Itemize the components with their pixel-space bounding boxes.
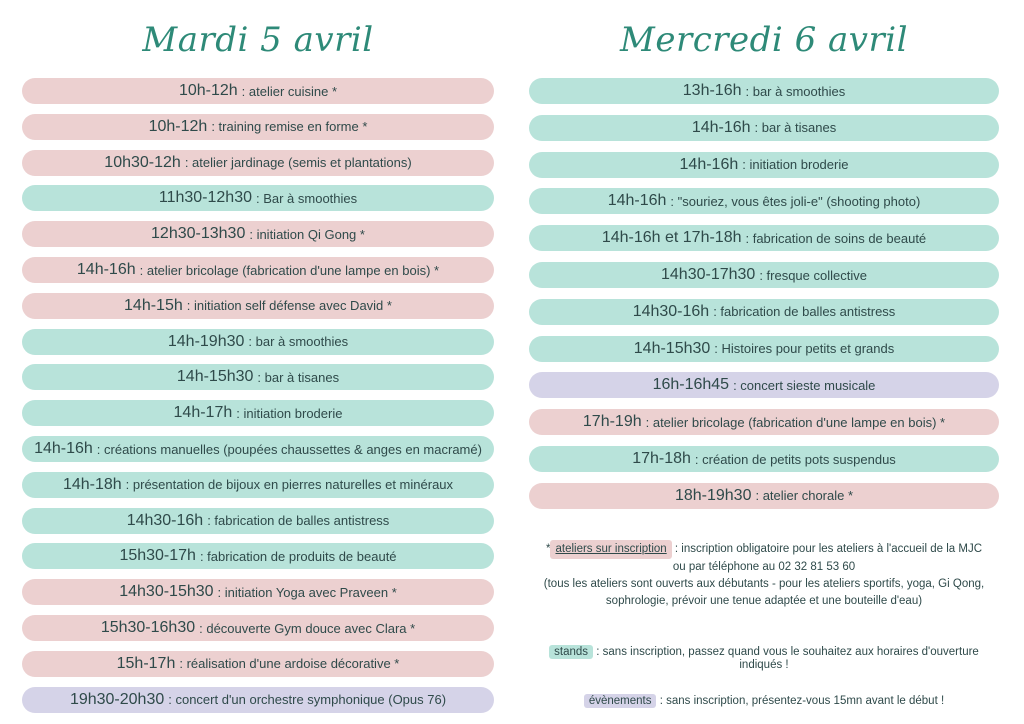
schedule-time: 18h-19h30: [674, 486, 752, 504]
legend-stands: [529, 645, 999, 671]
schedule-time: 14h-18h: [62, 475, 122, 493]
schedule-time: 10h-12h: [178, 82, 238, 99]
schedule-time: 14h30-17h30: [661, 266, 756, 283]
schedule-time: 14h-19h30: [167, 332, 245, 350]
schedule-item: [22, 472, 494, 498]
tuesday-title: Mardi 5 avril: [142, 20, 374, 60]
schedule-item: [529, 446, 999, 472]
ateliers-phone: ou par téléphone au 02 32 81 53 60: [672, 561, 856, 573]
schedule-item: [22, 364, 494, 390]
schedule-time: 13h-16h: [682, 82, 742, 99]
asterisk-mark: *: [546, 543, 551, 555]
schedule-time: 11h30-12h30: [158, 189, 252, 207]
schedule-activity: : fabrication de soins de beauté: [745, 230, 927, 246]
events-text: : sans inscription, présentez-vous 15mn avant le début !: [659, 695, 945, 707]
schedule-time: 14h30-16h: [126, 511, 204, 529]
schedule-time: 10h30-12h: [104, 153, 181, 171]
schedule-item: [22, 651, 494, 677]
schedule-activity: : initiation Yoga avec Praveen *: [217, 584, 397, 600]
ateliers-note-line2: sophrologie, prévoir une tenue adaptée et une bouteille d'eau): [605, 595, 923, 607]
schedule-activity: : bar à tisanes: [754, 120, 837, 136]
schedule-activity: : créations manuelles (poupées chaussettes & anges en macramé): [96, 441, 482, 457]
schedule-item: [529, 336, 999, 362]
schedule-item: [22, 615, 494, 641]
schedule-activity: : initiation broderie: [236, 405, 343, 421]
schedule-time: 14h-15h: [124, 296, 183, 314]
schedule-item: [22, 400, 494, 426]
schedule-time: 14h-15h30: [633, 339, 711, 357]
schedule-item: [22, 185, 494, 211]
stands-tag: stands: [549, 645, 593, 659]
schedule-activity: : training remise en forme *: [211, 119, 368, 135]
schedule-activity: : atelier bricolage (fabrication d'une lampe en bois) *: [139, 262, 440, 278]
schedule-activity: : atelier cuisine *: [241, 83, 338, 99]
schedule-item: [529, 78, 999, 104]
schedule-activity: : fresque collective: [759, 267, 867, 283]
schedule-item: [22, 114, 494, 140]
schedule-time: 12h30-13h30: [151, 225, 246, 243]
schedule-item: [22, 293, 494, 319]
schedule-time: 14h-16h: [691, 118, 751, 136]
schedule-item: [529, 483, 999, 509]
stands-text: : sans inscription, passez quand vous le souhaitez aux horaires d'ouverture indiqués !: [596, 646, 979, 671]
schedule-activity: : Bar à smoothies: [255, 190, 358, 206]
schedule-time: 14h-15h30: [176, 368, 254, 386]
ateliers-text: : inscription obligatoire pour les ateliers à l'accueil de la MJC: [674, 543, 982, 555]
schedule-activity: : Histoires pour petits et grands: [714, 341, 895, 357]
schedule-time: 17h-19h: [582, 413, 642, 431]
schedule-item: [22, 150, 494, 176]
schedule-activity: : bar à smoothies: [745, 83, 846, 99]
schedule-activity: : atelier jardinage (semis et plantations): [184, 155, 412, 171]
legend-ateliers: [529, 540, 999, 610]
schedule-time: 17h-18h: [632, 450, 691, 467]
schedule-time: 14h30-15h30: [119, 583, 214, 601]
schedule-activity: : concert sieste musicale: [733, 377, 876, 393]
schedule-activity: : fabrication de balles antistress: [713, 304, 896, 320]
schedule-time: 15h30-16h30: [100, 619, 196, 636]
schedule-time: 14h30-16h: [632, 302, 710, 320]
schedule-item: [22, 508, 494, 534]
schedule-activity: : création de petits pots suspendus: [694, 451, 896, 467]
schedule-time: 14h-16h: [76, 261, 136, 278]
schedule-activity: : "souriez, vous êtes joli-e" (shooting photo): [670, 193, 921, 209]
schedule-time: 15h-17h: [116, 654, 176, 672]
schedule-time: 19h30-20h30: [69, 690, 165, 708]
ateliers-note-line1: (tous les ateliers sont ouverts aux débutants - pour les ateliers sportifs, yoga, Gi Qong,: [543, 578, 985, 590]
schedule-time: 14h-16h et 17h-18h: [601, 229, 742, 247]
schedule-activity: : bar à tisanes: [257, 369, 340, 385]
schedule-activity: : atelier bricolage (fabrication d'une lampe en bois) *: [645, 414, 946, 430]
schedule-activity: : initiation broderie: [742, 157, 849, 173]
schedule-time: 16h-16h45: [652, 376, 730, 394]
schedule-time: 14h-16h: [679, 155, 739, 173]
schedule-item: [22, 78, 494, 104]
ateliers-tag: ateliers sur inscription: [550, 540, 671, 559]
schedule-item: [529, 372, 999, 398]
wednesday-title: Mercredi 6 avril: [620, 20, 908, 60]
schedule-item: [22, 221, 494, 247]
schedule-activity: : atelier chorale *: [755, 488, 854, 504]
schedule-time: 14h-16h: [34, 440, 93, 457]
legend-events: [529, 694, 999, 708]
schedule-activity: : découverte Gym douce avec Clara *: [199, 620, 416, 636]
schedule-item: [529, 188, 999, 214]
schedule-item: [22, 329, 494, 355]
schedule-item: [529, 152, 999, 178]
schedule-time: 14h-17h: [173, 404, 233, 422]
events-tag: évènements: [584, 694, 657, 708]
schedule-activity: : bar à smoothies: [248, 334, 349, 350]
schedule-activity: : initiation self défense avec David *: [186, 298, 392, 314]
schedule-item: [22, 579, 494, 605]
schedule-activity: : présentation de bijoux en pierres naturelles et minéraux: [125, 477, 454, 493]
schedule-activity: : réalisation d'une ardoise décorative *: [179, 656, 400, 672]
schedule-time: 10h-12h: [148, 117, 208, 135]
schedule-activity: : initiation Qi Gong *: [249, 226, 365, 242]
schedule-activity: : fabrication de balles antistress: [207, 513, 390, 529]
schedule-time: 15h30-17h: [119, 547, 196, 565]
schedule-activity: : fabrication de produits de beauté: [199, 548, 397, 564]
schedule-item: [22, 436, 494, 462]
schedule-item: [529, 409, 999, 435]
schedule-item: [529, 262, 999, 288]
schedule-item: [22, 543, 494, 569]
schedule-item: [529, 225, 999, 251]
schedule-item: [22, 257, 494, 283]
schedule-item: [22, 687, 494, 713]
schedule-time: 14h-16h: [607, 192, 667, 210]
schedule-activity: : concert d'un orchestre symphonique (Opus 76): [168, 692, 447, 708]
schedule-item: [529, 299, 999, 325]
schedule-item: [529, 115, 999, 141]
